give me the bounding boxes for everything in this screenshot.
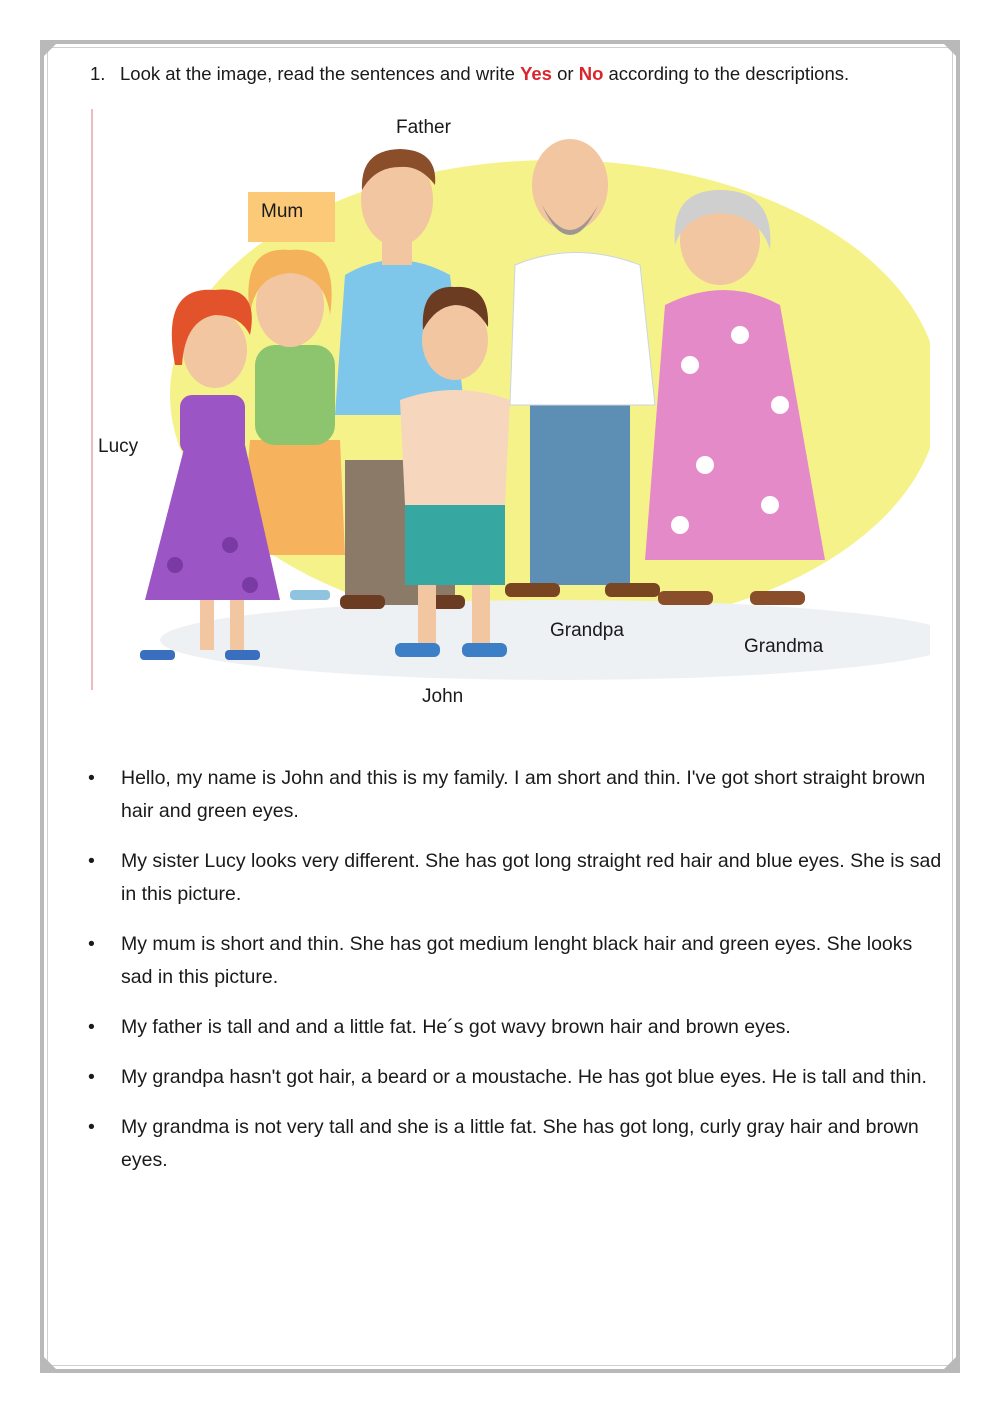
description-list bbox=[88, 762, 948, 1194]
sentence-text: My sister Lucy looks very different. She has got long straight red hair and blue eyes. She is sad in this picture. bbox=[121, 850, 942, 905]
label-grandma: Grandma bbox=[744, 636, 824, 657]
bullet-icon: • bbox=[88, 933, 95, 955]
corner-ornament-top-right bbox=[944, 44, 956, 56]
sentence-text: Hello, my name is John and this is my family. I am short and thin. I've got short straight brown hair and green eyes. bbox=[121, 767, 926, 822]
label-lucy: Lucy bbox=[98, 436, 139, 457]
task-text-after: according to the descriptions. bbox=[603, 63, 850, 84]
bullet-icon: • bbox=[88, 1066, 95, 1088]
no-keyword: No bbox=[578, 63, 604, 84]
label-grandpa: Grandpa bbox=[550, 620, 624, 641]
list-item bbox=[88, 928, 948, 994]
task-number: 1. bbox=[90, 63, 106, 84]
bullet-icon: • bbox=[88, 1116, 95, 1138]
corner-ornament-bottom-right bbox=[944, 1357, 956, 1369]
list-item bbox=[88, 762, 948, 828]
bullet-icon: • bbox=[88, 1016, 95, 1038]
corner-ornament-top-left bbox=[44, 44, 56, 56]
sentence-text: My mum is short and thin. She has got medium lenght black hair and green eyes. She looks sad in this picture. bbox=[121, 933, 913, 988]
task-instruction bbox=[90, 62, 950, 86]
label-father: Father bbox=[396, 117, 451, 138]
list-item bbox=[88, 1061, 948, 1094]
bullet-icon: • bbox=[88, 850, 95, 872]
yes-keyword: Yes bbox=[520, 63, 552, 84]
list-item bbox=[88, 845, 948, 911]
list-item bbox=[88, 1011, 948, 1044]
sentence-text: My grandma is not very tall and she is a little fat. She has got long, curly gray hair and brown eyes. bbox=[121, 1116, 919, 1171]
label-mum: Mum bbox=[248, 192, 335, 242]
label-john: John bbox=[422, 686, 464, 707]
task-text-or: or bbox=[551, 63, 579, 84]
sentence-text: My father is tall and and a little fat. He´s got wavy brown hair and brown eyes. bbox=[121, 1016, 791, 1038]
corner-ornament-bottom-left bbox=[44, 1357, 56, 1369]
bullet-icon: • bbox=[88, 767, 95, 789]
family-illustration bbox=[90, 105, 930, 725]
list-item bbox=[88, 1111, 948, 1177]
sentence-text: My grandpa hasn't got hair, a beard or a moustache. He has got blue eyes. He is tall and thin. bbox=[121, 1066, 927, 1088]
task-text-before: Look at the image, read the sentences and write bbox=[120, 63, 521, 84]
